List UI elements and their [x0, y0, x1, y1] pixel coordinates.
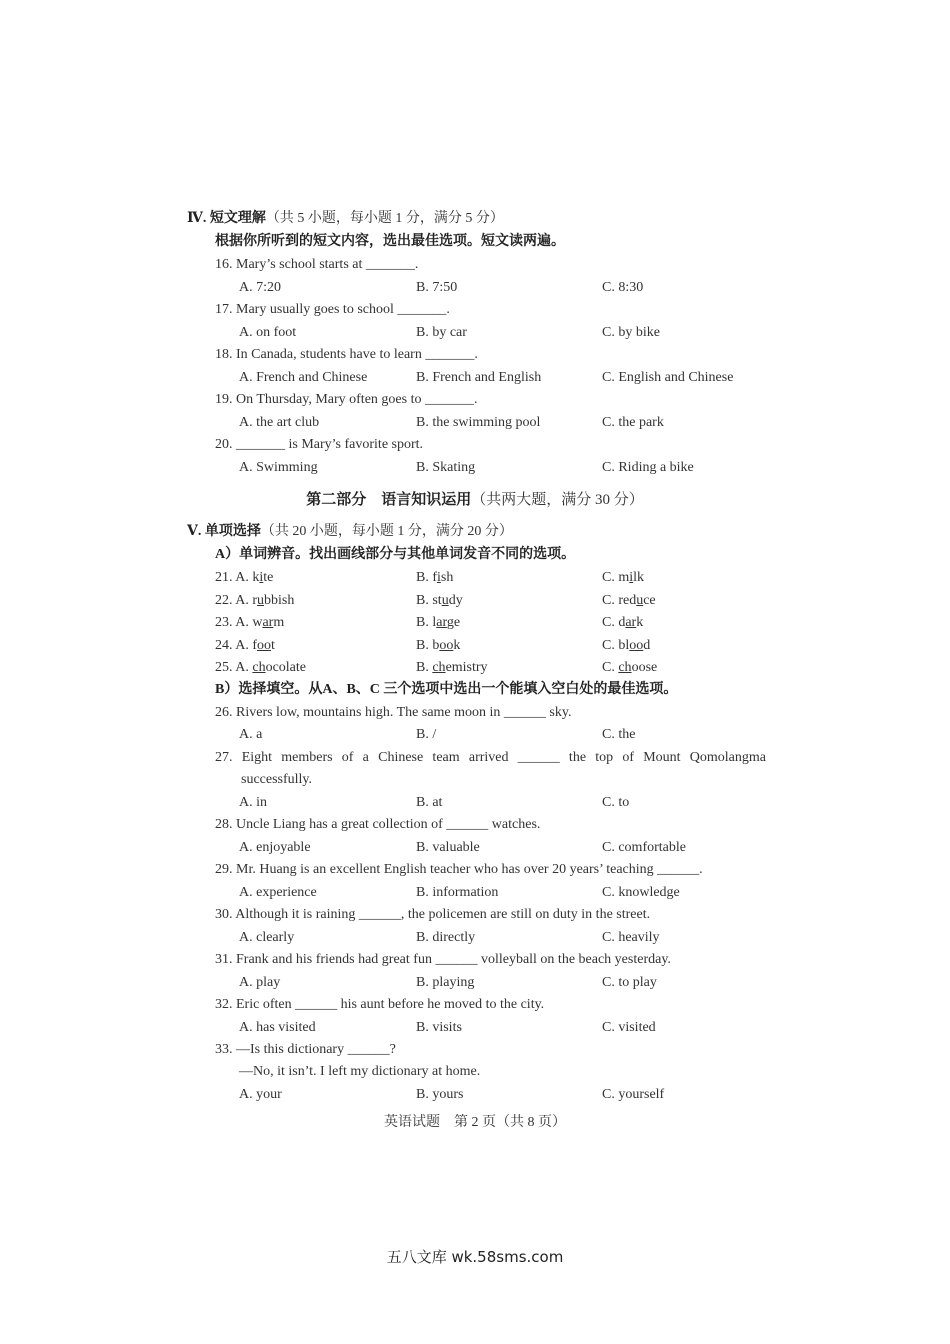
q16-option-a: A. 7:20: [239, 280, 281, 295]
site-watermark: 五八文库 wk.58sms.com: [386, 1248, 564, 1266]
q28-option-a: A. enjoyable: [239, 840, 311, 855]
q24-option-b: [416, 636, 460, 656]
word-part: k: [453, 638, 461, 653]
section5-header: [187, 522, 513, 542]
word-part: oose: [631, 660, 658, 675]
q26-stem: 26. Rivers low, mountains high. The same moon in ______ sky.: [215, 705, 572, 720]
q17-option-a: A. on foot: [239, 325, 297, 340]
word-part: A. w: [235, 615, 263, 630]
underlined-letters: oo: [439, 638, 454, 653]
q32-option-a: A. has visited: [239, 1020, 316, 1035]
word-part: A. r: [235, 593, 258, 608]
q33-option-b: B. yours: [416, 1087, 464, 1102]
underlined-letters: ch: [432, 660, 446, 675]
q23-option-c: [602, 613, 643, 633]
underlined-letters: ch: [252, 660, 266, 675]
word-part: C.: [602, 660, 619, 675]
q23-option-b: [416, 613, 460, 633]
q30-option-a: A. clearly: [239, 930, 295, 945]
word-part: B. st: [416, 593, 442, 608]
q27-option-b: B. at: [416, 795, 443, 810]
q22-number: 22.: [215, 593, 233, 608]
q21-number: 21.: [215, 570, 233, 585]
word-part: C. bl: [602, 638, 630, 653]
q29-option-b: B. information: [416, 885, 499, 900]
q31-option-a: A. play: [239, 975, 281, 990]
q23-option-a: [215, 613, 284, 633]
q19-option-b: B. the swimming pool: [416, 415, 541, 430]
q25-option-c: [602, 658, 657, 678]
q21-option-a: [215, 568, 273, 588]
underlined-letters: u: [441, 593, 449, 608]
q16-stem: 16. Mary’s school starts at _______.: [215, 257, 419, 272]
q27-option-a: A. in: [239, 795, 267, 810]
q18-option-a: A. French and Chinese: [239, 370, 368, 385]
word-part: lk: [633, 570, 645, 585]
word-part: B. l: [416, 615, 437, 630]
word-part: m: [273, 615, 285, 630]
underlined-letters: i: [437, 570, 441, 585]
section5-partA: A）单词辨音。找出画线部分与其他单词发音不同的选项。: [215, 547, 576, 562]
q25-number: 25.: [215, 660, 233, 675]
q29-option-c: C. knowledge: [602, 885, 680, 900]
q31-option-c: C. to play: [602, 975, 657, 990]
q29-option-a: A. experience: [239, 885, 317, 900]
q30-option-c: C. heavily: [602, 930, 660, 945]
section5-heading: Ⅴ. 单项选择: [187, 524, 261, 539]
underlined-letters: oo: [257, 638, 272, 653]
q32-option-c: C. visited: [602, 1020, 656, 1035]
q33-option-a: A. your: [239, 1087, 282, 1102]
q33-option-c: C. yourself: [602, 1087, 665, 1102]
word-part: B. b: [416, 638, 440, 653]
word-part: te: [263, 570, 274, 585]
q24-option-c: [602, 636, 650, 656]
part2-title: 第二部分 语言知识运用: [306, 492, 472, 508]
q20-option-c: C. Riding a bike: [602, 460, 694, 475]
q23-number: 23.: [215, 615, 233, 630]
q28-option-c: C. comfortable: [602, 840, 686, 855]
q33-stem-line1: 33. —Is this dictionary ______?: [215, 1042, 396, 1057]
word-part: A. f: [235, 638, 258, 653]
q28-option-b: B. valuable: [416, 840, 480, 855]
underlined-letters: ar: [436, 615, 447, 630]
underlined-letters: ch: [618, 660, 632, 675]
q19-stem: 19. On Thursday, Mary often goes to _______.: [215, 392, 478, 407]
q24-number: 24.: [215, 638, 233, 653]
q25-option-b: [416, 658, 488, 678]
word-part: ocolate: [265, 660, 306, 675]
word-part: ce: [643, 593, 656, 608]
q32-stem: 32. Eric often ______ his aunt before he moved to the city.: [215, 997, 545, 1012]
q32-option-b: B. visits: [416, 1020, 462, 1035]
word-part: C. red: [602, 593, 637, 608]
section4-instruction: 根据你所听到的短文内容，选出最佳选项。短文读两遍。: [215, 234, 565, 249]
word-part: d: [643, 638, 651, 653]
q19-option-a: A. the art club: [239, 415, 320, 430]
underlined-letters: ar: [625, 615, 637, 630]
part2-title-line: [0, 488, 950, 509]
q31-stem: 31. Frank and his friends had great fun ______ volleyball on the beach yesterday.: [215, 952, 671, 967]
q21-option-c: [602, 568, 644, 588]
underlined-letters: oo: [629, 638, 644, 653]
q22-option-a: [215, 591, 294, 611]
word-part: bbish: [264, 593, 295, 608]
section5-note: （共 20 小题，每小题 1 分，满分 20 分）: [260, 524, 513, 539]
q22-option-b: [416, 591, 463, 611]
q18-option-c: C. English and Chinese: [602, 370, 734, 385]
q16-option-b: B. 7:50: [416, 280, 458, 295]
word-part: B. f: [416, 570, 437, 585]
q28-stem: 28. Uncle Liang has a great collection of ______ watches.: [215, 817, 541, 832]
q20-stem: 20. _______ is Mary’s favorite sport.: [215, 437, 424, 452]
section4-header: [187, 209, 504, 229]
page-number: 英语试题 第 2 页（共 8 页）: [384, 1115, 566, 1130]
q17-stem: 17. Mary usually goes to school _______.: [215, 302, 450, 317]
q16-option-c: C. 8:30: [602, 280, 644, 295]
underlined-letters: i: [629, 570, 634, 585]
section4-heading: Ⅳ. 短文理解: [187, 211, 266, 226]
underlined-letters: i: [259, 570, 264, 585]
q26-option-c: C. the: [602, 727, 636, 742]
q17-option-b: B. by car: [416, 325, 467, 340]
q29-stem: 29. Mr. Huang is an excellent English teacher who has over 20 years’ teaching ______.: [215, 862, 703, 877]
underlined-letters: u: [257, 593, 265, 608]
word-part: ge: [446, 615, 461, 630]
q20-option-b: B. Skating: [416, 460, 476, 475]
q25-option-a: [215, 658, 306, 678]
word-part: k: [636, 615, 644, 630]
q26-option-b: B. /: [416, 727, 437, 742]
underlined-letters: u: [636, 593, 644, 608]
q26-option-a: A. a: [239, 727, 263, 742]
word-part: B.: [416, 660, 433, 675]
section4-note: （共 5 小题，每小题 1 分，满分 5 分）: [265, 211, 504, 226]
q20-option-a: A. Swimming: [239, 460, 318, 475]
q17-option-c: C. by bike: [602, 325, 660, 340]
q22-option-c: [602, 591, 656, 611]
q30-stem: 30. Although it is raining ______, the policemen are still on duty in the street.: [215, 907, 651, 922]
word-part: A. k: [235, 570, 260, 585]
q18-option-b: B. French and English: [416, 370, 542, 385]
q31-option-b: B. playing: [416, 975, 475, 990]
q33-stem-line2: —No, it isn’t. I left my dictionary at home.: [239, 1064, 481, 1079]
q27-option-c: C. to: [602, 795, 630, 810]
q30-option-b: B. directly: [416, 930, 476, 945]
q21-option-b: [416, 568, 453, 588]
q19-option-c: C. the park: [602, 415, 664, 430]
part2-note: （共两大题，满分 30 分）: [471, 492, 644, 508]
word-part: dy: [448, 593, 463, 608]
q18-stem: 18. In Canada, students have to learn _______.: [215, 347, 478, 362]
section5-partB: B）选择填空。从A、B、C 三个选项中选出一个能填入空白处的最佳选项。: [215, 682, 678, 697]
word-part: C. d: [602, 615, 626, 630]
word-part: emistry: [445, 660, 488, 675]
q27-stem-line1: 27. Eight members of a Chinese team arrived ______ the top of Mount Qomolangma: [215, 750, 766, 765]
word-part: sh: [440, 570, 454, 585]
word-part: t: [271, 638, 275, 653]
q27-stem-line2: successfully.: [241, 772, 313, 787]
word-part: C. m: [602, 570, 630, 585]
q24-option-a: [215, 636, 275, 656]
word-part: A.: [235, 660, 253, 675]
underlined-letters: ar: [262, 615, 274, 630]
